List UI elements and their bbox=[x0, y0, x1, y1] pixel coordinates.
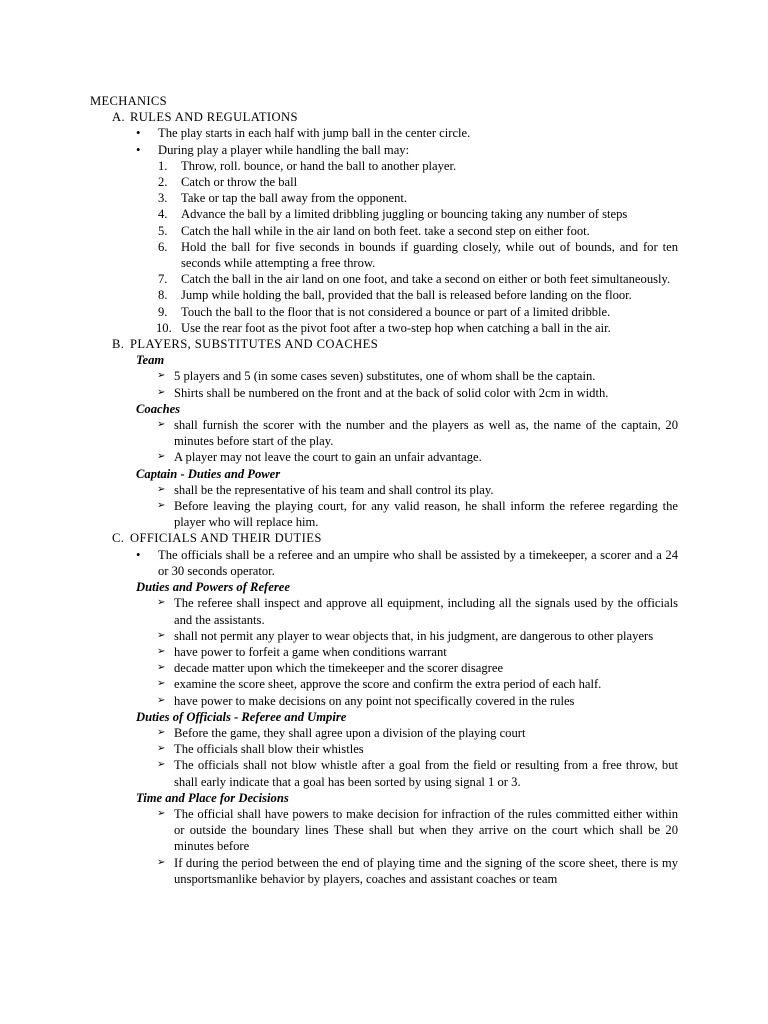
numbered-item: 10. Use the rear foot as the pivot foot after a two-step hop when catching a ball in the air. bbox=[156, 320, 611, 335]
section-title: PLAYERS, SUBSTITUTES AND COACHES bbox=[130, 337, 379, 352]
arrow-bullet-icon: ➢ bbox=[157, 856, 166, 868]
arrow-bullet-icon: ➢ bbox=[157, 500, 166, 512]
arrow-bullet-icon: ➢ bbox=[157, 759, 166, 771]
arrow-bullet-icon: ➢ bbox=[157, 419, 166, 431]
arrow-bullet-icon: ➢ bbox=[157, 678, 166, 690]
list-item: ➢ shall furnish the scorer with the number and the players as well as, the name of the captain, 20 minutes before start of the play. bbox=[157, 418, 678, 449]
list-item: • The officials shall be a referee and an umpire who shall be assisted by a timekeeper, a scorer and a 24 or 30 seconds operator. bbox=[136, 547, 678, 578]
arrow-bullet-icon: ➢ bbox=[157, 629, 166, 641]
document-body bbox=[90, 93, 678, 887]
list-item: ➢ have power to make decisions on any point not specifically covered in the rules bbox=[157, 693, 575, 708]
section-a-heading bbox=[90, 109, 678, 125]
list-item: ➢ shall not permit any player to wear objects that, in his judgment, are dangerous to other players bbox=[157, 628, 654, 643]
subheading-time-place: Time and Place for Decisions bbox=[136, 790, 289, 805]
arrow-bullet-icon: ➢ bbox=[157, 807, 166, 819]
numbered-item: 5. Catch the hall while in the air land on both feet. take a second step on either foot. bbox=[158, 223, 590, 238]
subheading-referee: Duties and Powers of Referee bbox=[136, 580, 290, 595]
bullet-icon: • bbox=[136, 547, 141, 562]
list-item: ➢ The official shall have powers to make decision for infraction of the rules committed either within or outside the boundary lines These shall but when they arrive on the court which shall be 20 minutes before bbox=[157, 806, 678, 854]
numbered-item: 9. Touch the ball to the floor that is not considered a bounce or part of a limited dribble. bbox=[158, 304, 611, 319]
list-item: • During play a player while handling the ball may: bbox=[136, 142, 410, 157]
arrow-bullet-icon: ➢ bbox=[157, 597, 166, 609]
arrow-bullet-icon: ➢ bbox=[157, 645, 166, 657]
list-item: ➢ 5 players and 5 (in some cases seven) substitutes, one of whom shall be the captain. bbox=[157, 369, 596, 384]
list-item: ➢ The referee shall inspect and approve all equipment, including all the signals used by the officials and the assistants. bbox=[157, 596, 678, 627]
arrow-bullet-icon: ➢ bbox=[157, 694, 166, 706]
arrow-bullet-icon: ➢ bbox=[157, 483, 166, 495]
subheading-coaches: Coaches bbox=[136, 401, 181, 416]
numbered-item: 4. Advance the ball by a limited dribbling juggling or bouncing taking any number of steps bbox=[158, 207, 628, 222]
section-title: RULES AND REGULATIONS bbox=[130, 110, 298, 125]
numbered-item: 8. Jump while holding the ball, provided that the ball is released before landing on the floor. bbox=[158, 288, 632, 303]
arrow-bullet-icon: ➢ bbox=[157, 451, 166, 463]
list-item: ➢ A player may not leave the court to gain an unfair advantage. bbox=[157, 450, 482, 465]
list-item: ➢ examine the score sheet, approve the score and confirm the extra period of each half. bbox=[157, 677, 602, 692]
arrow-bullet-icon: ➢ bbox=[157, 386, 166, 398]
subheading-captain: Captain - Duties and Power bbox=[136, 466, 281, 481]
numbered-item: 2. Catch or throw the ball bbox=[158, 175, 298, 190]
arrow-bullet-icon: ➢ bbox=[157, 726, 166, 738]
list-item: ➢ If during the period between the end of playing time and the signing of the score sheet, there is my unsportsmanlike behavior by players, coaches and assistant coaches or team bbox=[157, 855, 678, 886]
section-b-heading bbox=[90, 336, 678, 352]
document-title: MECHANICS bbox=[90, 94, 167, 108]
list-item: ➢ shall be the representative of his team and shall control its play. bbox=[157, 482, 494, 497]
list-item: ➢ decade matter upon which the timekeeper and the scorer disagree bbox=[157, 661, 504, 676]
arrow-bullet-icon: ➢ bbox=[157, 662, 166, 674]
section-title: OFFICIALS AND THEIR DUTIES bbox=[130, 531, 322, 546]
numbered-item: 1. Throw, roll. bounce, or hand the ball to another player. bbox=[158, 158, 457, 173]
subheading-officials: Duties of Officials - Referee and Umpire bbox=[136, 709, 347, 724]
section-letter: B. bbox=[112, 337, 125, 352]
list-item: • The play starts in each half with jump ball in the center circle. bbox=[136, 126, 471, 141]
subheading-team: Team bbox=[136, 353, 165, 368]
bullet-icon: • bbox=[136, 126, 141, 141]
section-letter: C. bbox=[112, 531, 125, 546]
arrow-bullet-icon: ➢ bbox=[157, 370, 166, 382]
bullet-icon: • bbox=[136, 142, 141, 157]
numbered-item: 6. Hold the ball for five seconds in bounds if guarding closely, while out of bounds, and for ten seconds while attempting a free throw. bbox=[158, 239, 678, 271]
section-c-heading bbox=[90, 530, 678, 546]
list-item: ➢ The officials shall blow their whistles bbox=[157, 742, 364, 757]
numbered-item: 3. Take or tap the ball away from the opponent. bbox=[158, 191, 408, 206]
list-item: ➢ Shirts shall be numbered on the front and at the back of solid color with 2cm in width. bbox=[157, 385, 609, 400]
list-item: ➢ The officials shall not blow whistle after a goal from the field or resulting from a free throw, but shall early indicate that a goal has been sorted by using signal 1 or 3. bbox=[157, 758, 678, 789]
list-item: ➢ have power to forfeit a game when conditions warrant bbox=[157, 644, 447, 659]
arrow-bullet-icon: ➢ bbox=[157, 743, 166, 755]
list-item: ➢ Before the game, they shall agree upon a division of the playing court bbox=[157, 725, 526, 740]
numbered-item: 7. Catch the ball in the air land on one foot, and take a second on either or both feet simultaneously. bbox=[158, 272, 671, 287]
section-letter: A. bbox=[112, 110, 126, 125]
list-item: ➢ Before leaving the playing court, for any valid reason, he shall inform the referee regarding the player who will replace him. bbox=[157, 499, 678, 530]
